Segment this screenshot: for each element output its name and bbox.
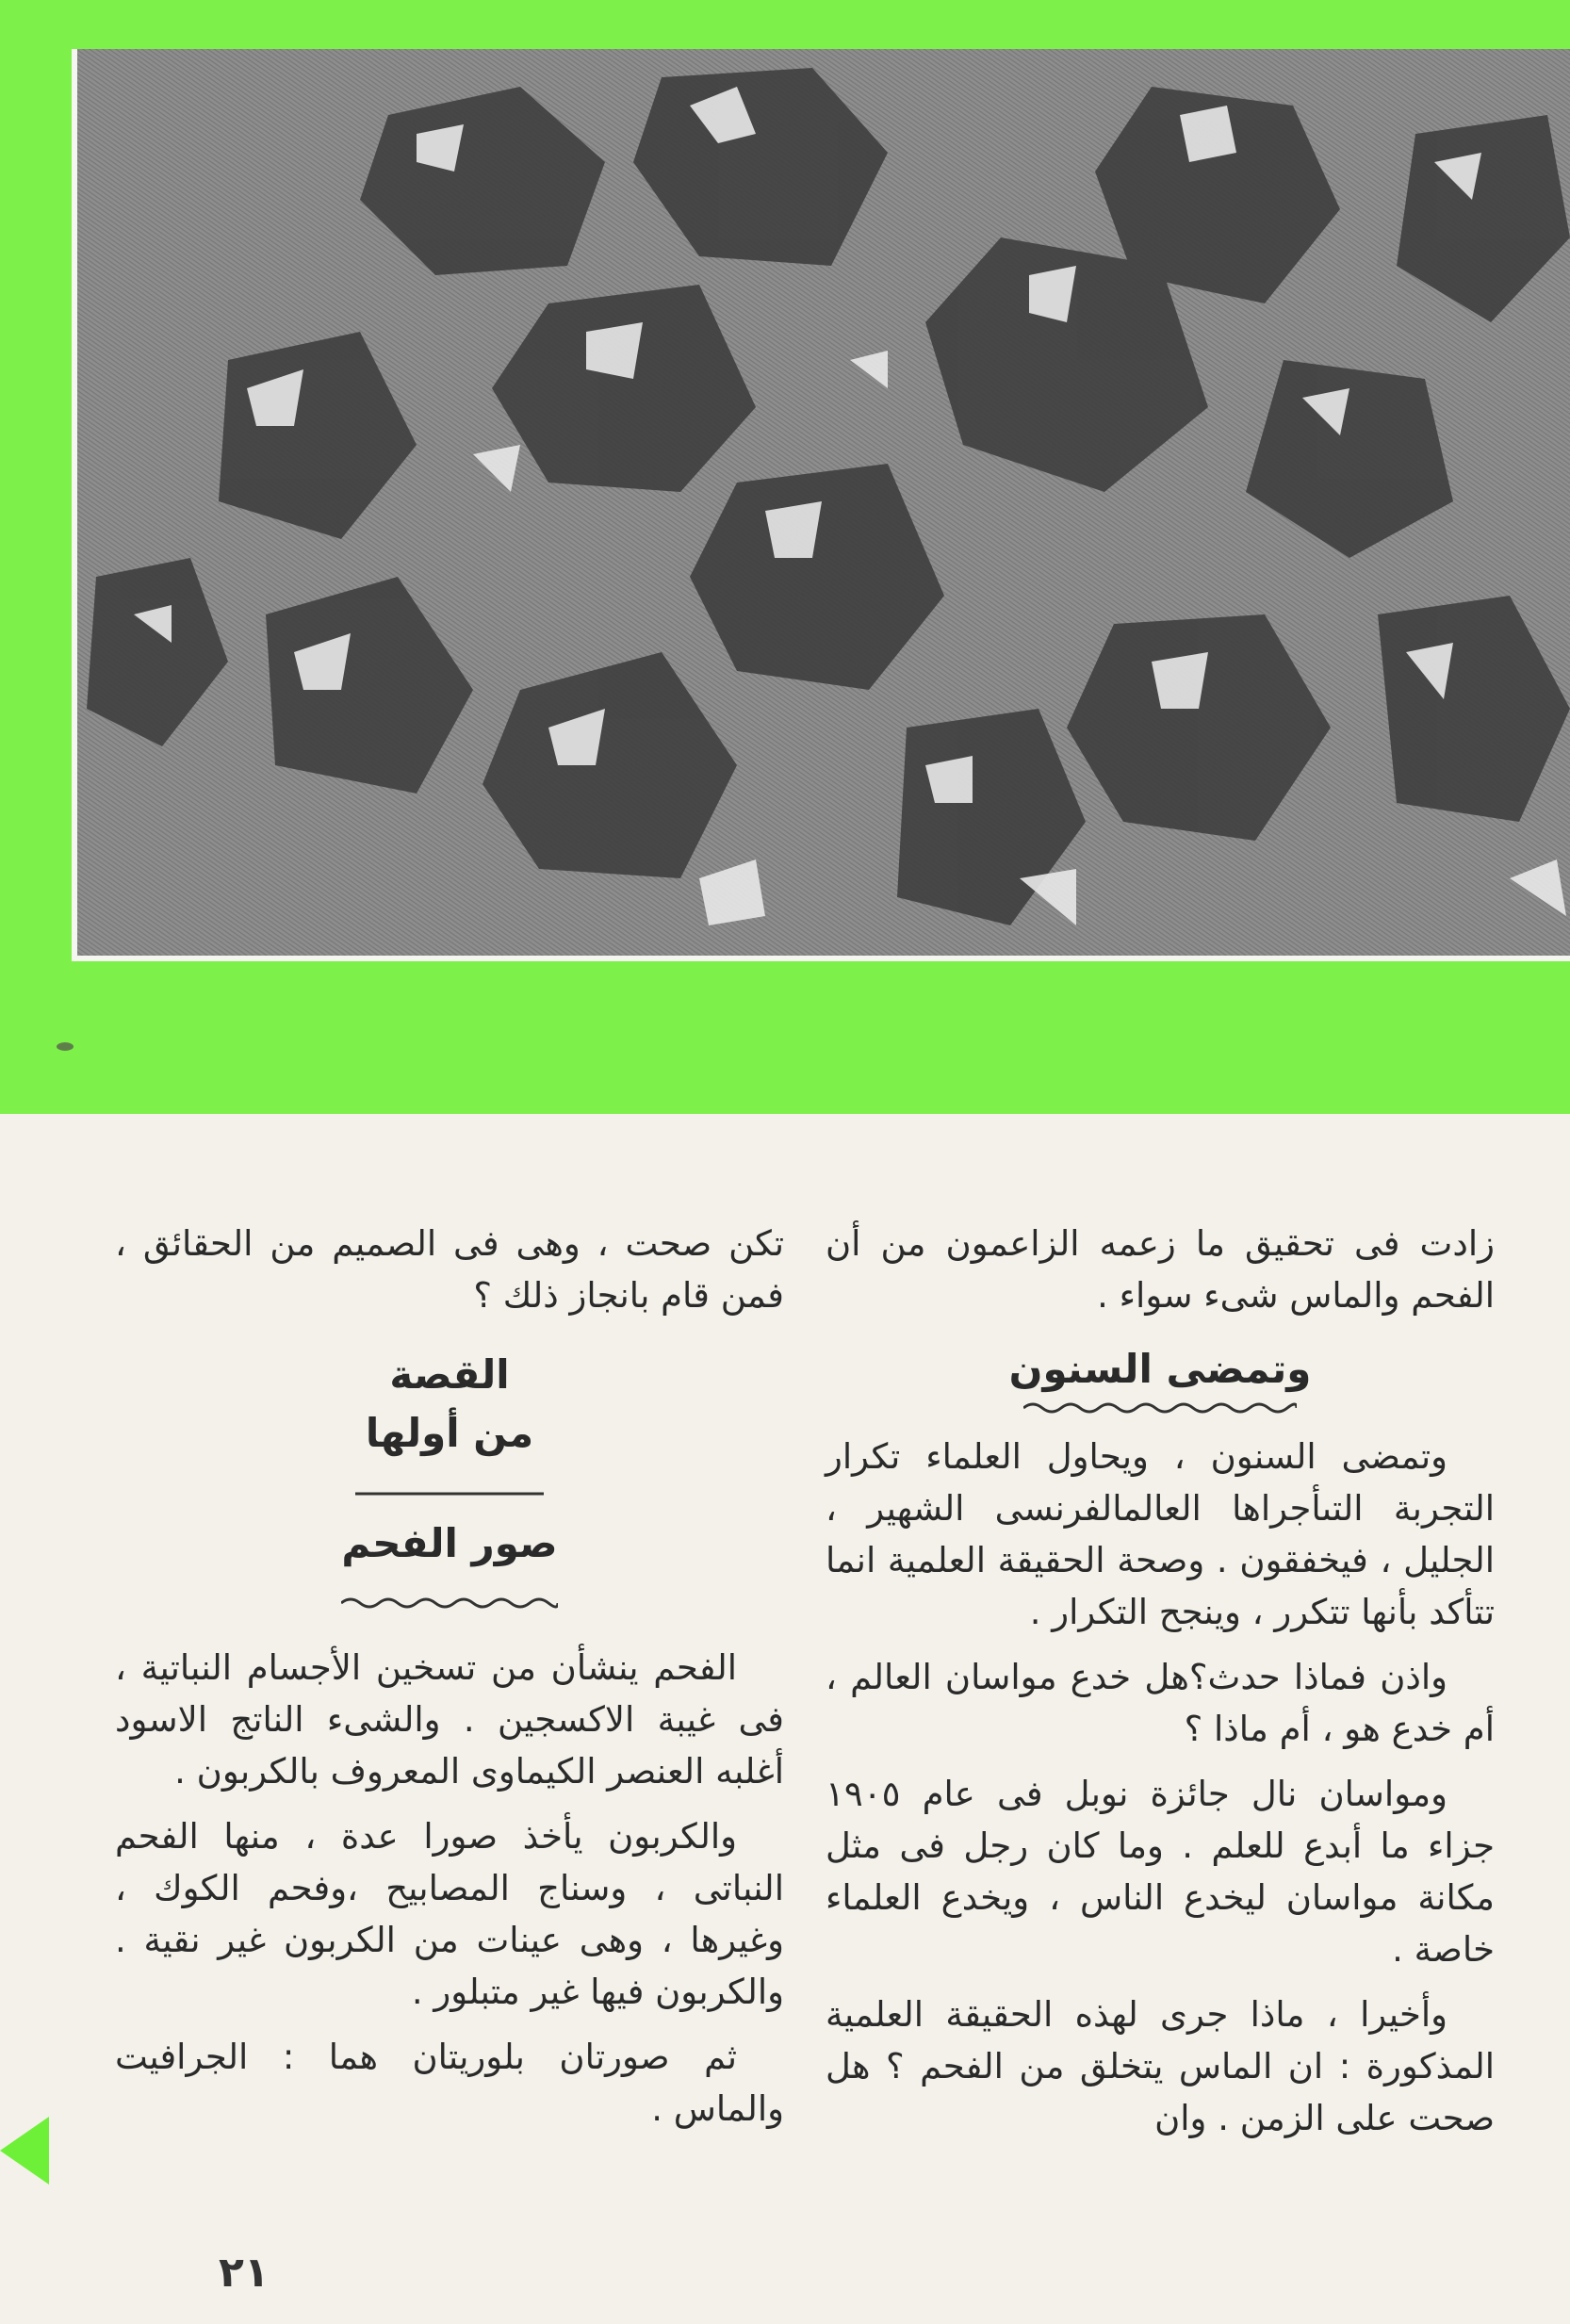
heading-rule — [355, 1487, 544, 1500]
wavy-underline — [1023, 1400, 1297, 1416]
paragraph: واذن فماذا حدث؟هل خدع مواسان العالم ، أم خدع هو ، أم ماذا ؟ — [826, 1657, 1495, 1749]
paragraph: والكربون يأخذ صورا عدة ، منها الفحم النباتى ، وسناج المصابيح ،وفحم الكوك ، وغيرها ، وهى عينات من الكربون غير نقية . والكربون فيها غير متبلور . — [115, 1816, 784, 2012]
diamond-crystals-photo — [72, 49, 1570, 961]
paragraph: تكن صحت ، وهى فى الصميم من الحقائق ، فمن قام بانجاز ذلك ؟ — [115, 1223, 784, 1316]
paper-fleck — [57, 1042, 74, 1051]
heading-line: القصة — [389, 1351, 510, 1398]
section-heading — [826, 1342, 1495, 1416]
paragraph: ومواسان نال جائزة نوبل فى عام ١٩٠٥ جزاء ما أبدع للعلم . وما كان رجل فى مثل مكانة مواسان ليخدع الناس ، ويخدع العلماء خاصة . — [826, 1774, 1495, 1970]
paragraph: الفحم ينشأن من تسخين الأجسام النباتية ، فى غيبة الاكسجين . والشىء الناتج الاسود أغلبه العنصر الكيماوى المعروف بالكربون . — [115, 1647, 784, 1792]
heading-text: وتمضى السنون — [1008, 1346, 1312, 1392]
left-column — [115, 1218, 784, 2148]
page-number: ٢١ — [219, 2249, 270, 2297]
paragraph: وأخيرا ، ماذا جرى لهذه الحقيقة العلمية المذكورة : ان الماس يتخلق من الفحم ؟ هل صحت على الزمن . وان — [826, 1994, 1495, 2138]
right-column — [826, 1218, 1495, 2157]
paragraph: زادت فى تحقيق ما زعمه الزاعمون من أن الفحم والماس شىء سواء . — [826, 1223, 1495, 1316]
heading-line: من أولها — [365, 1410, 534, 1456]
arrow-left-icon — [0, 2117, 49, 2185]
heading-line: صور الفحم — [341, 1520, 558, 1566]
wavy-underline — [341, 1596, 558, 1611]
paragraph: وتمضى السنون ، ويحاول العلماء تكرار التجربة التىأجراها العالمالفرنسى الشهير ، الجليل ، فيخفقون . وصحة الحقيقة العلمية انما تتأكد بأنها تتكرر ، وينجح التكرار . — [826, 1436, 1495, 1632]
section-heading — [115, 1346, 784, 1625]
paragraph: ثم صورتان بلوريتان هما : الجرافيت والماس . — [115, 2037, 784, 2129]
